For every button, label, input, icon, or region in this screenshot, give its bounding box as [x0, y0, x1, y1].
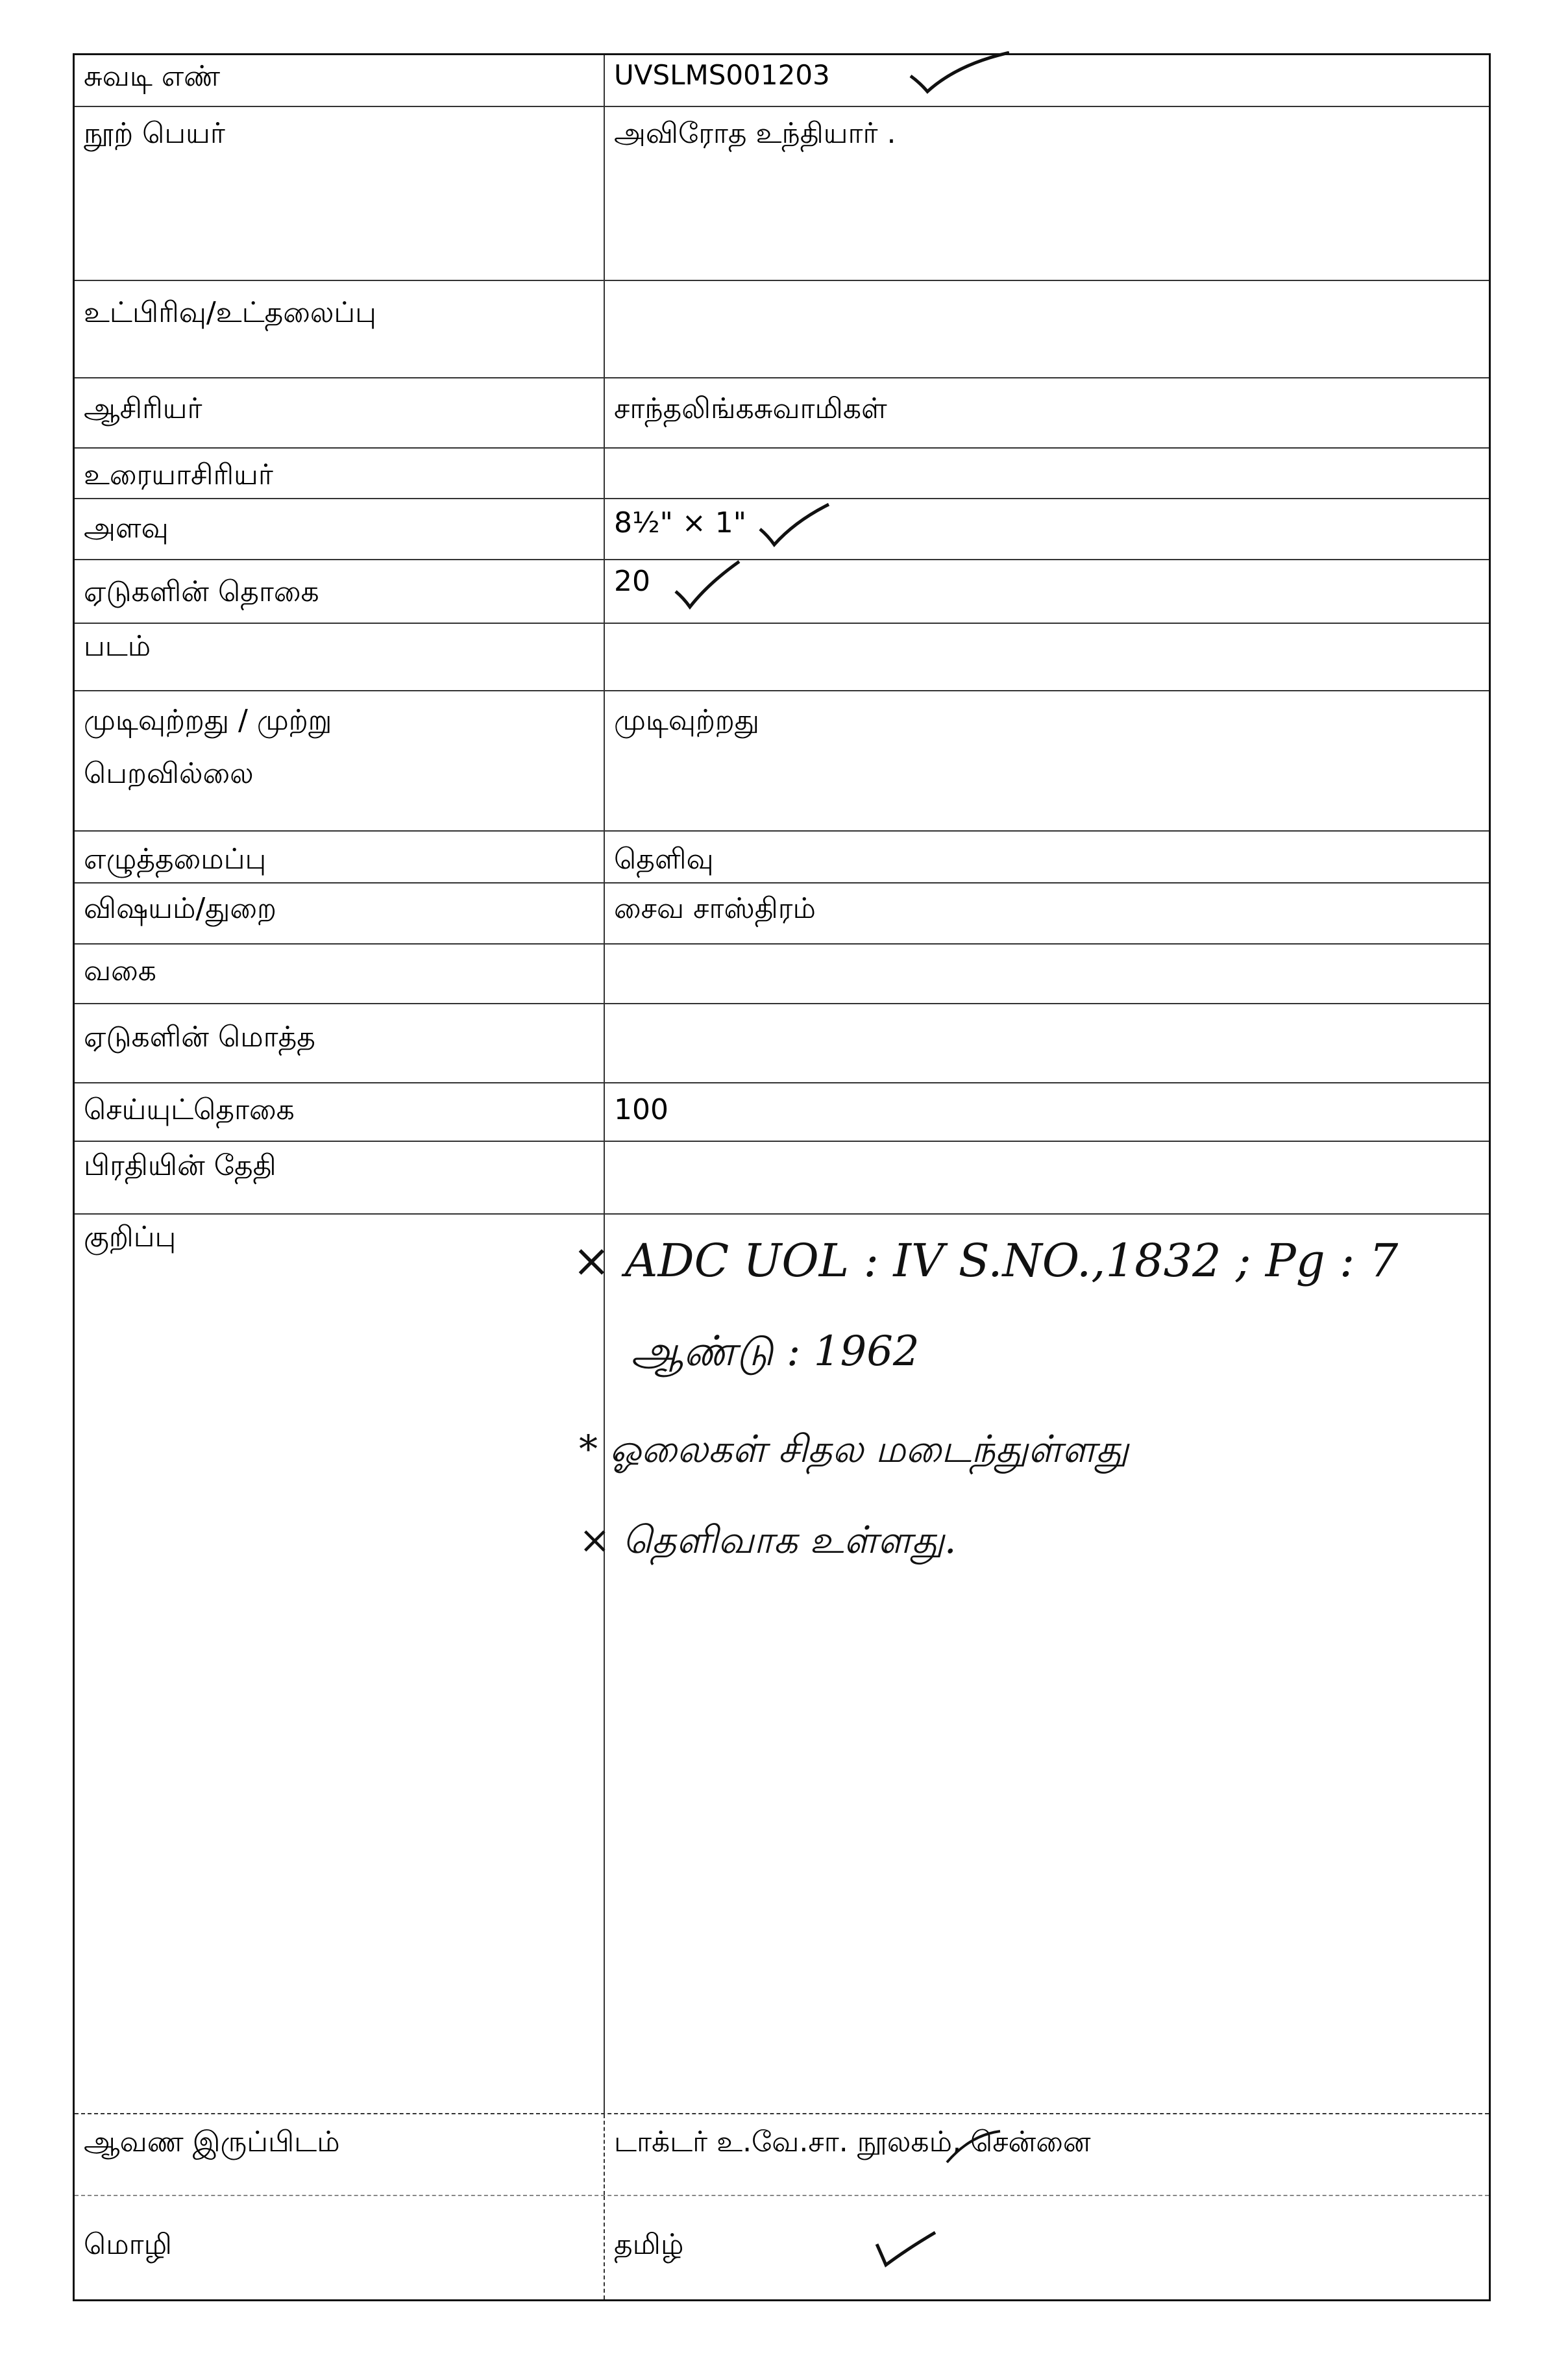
- row-completion: [75, 690, 1489, 830]
- row-leaf-count: [75, 559, 1489, 623]
- value-script: தெளிவு: [604, 832, 1489, 882]
- label-completion-line2: பெறவில்லை: [84, 757, 254, 790]
- label-completion-line1: முடிவுற்றது / முற்று: [84, 704, 332, 737]
- row-location: [75, 2113, 1489, 2195]
- row-subtitle: [75, 280, 1489, 377]
- check-mark-icon: [905, 51, 1016, 103]
- row-manuscript-number: [75, 55, 1489, 106]
- row-size: [75, 498, 1489, 559]
- value-subtitle: [604, 281, 1489, 377]
- value-location: டாக்டர் உ.வே.சா. நூலகம், சென்னை: [604, 2114, 1489, 2195]
- label-picture: படம்: [84, 630, 151, 663]
- value-total-leaves: [604, 1004, 1489, 1082]
- row-commentator: [75, 447, 1489, 498]
- label-size: அளவு: [84, 512, 169, 545]
- row-author: [75, 377, 1489, 447]
- row-copy-date: [75, 1141, 1489, 1213]
- row-script: [75, 830, 1489, 882]
- row-picture: [75, 623, 1489, 690]
- label-location: ஆவண இருப்பிடம்: [84, 2125, 340, 2158]
- row-language: [75, 2195, 1489, 2299]
- row-notes: [75, 1213, 1489, 2113]
- check-mark-icon: [672, 558, 743, 616]
- row-total-leaves: [75, 1003, 1489, 1082]
- value-author: சாந்தலிங்கசுவாமிகள்: [604, 378, 1489, 447]
- value-title: அவிரோத உந்தியார் .: [604, 107, 1489, 280]
- label-leaf-count: ஏடுகளின் தொகை: [84, 575, 319, 608]
- label-script: எழுத்தமைப்பு: [84, 843, 267, 876]
- handwritten-note-reference: × ADC UOL : IV S.NO.,1832 ; Pg : 7: [572, 1234, 1399, 1287]
- handwritten-note-condition: * ஓலைகள் சிதல மடைந்துள்ளது: [579, 1427, 1129, 1471]
- label-notes: குறிப்பு: [84, 1220, 177, 1254]
- value-commentator: [604, 449, 1489, 498]
- label-verse-count: செய்யுட்தொகை: [84, 1093, 295, 1126]
- value-leaf-count: 20: [604, 560, 1489, 623]
- handwritten-note-year: ஆண்டு : 1962: [631, 1328, 920, 1376]
- value-size: 8½" × 1": [604, 499, 1489, 559]
- value-type: [604, 945, 1489, 1003]
- value-completion: முடிவுற்றது: [604, 691, 1489, 830]
- value-subject: சைவ சாஸ்திரம்: [604, 884, 1489, 943]
- value-notes: [572, 1215, 1489, 2113]
- value-copy-date: [604, 1142, 1489, 1213]
- check-mark-icon: [873, 2227, 938, 2273]
- row-title: [75, 106, 1489, 280]
- value-picture: [604, 624, 1489, 690]
- label-type: வகை: [84, 954, 156, 987]
- label-manuscript-number: சுவடி எண்: [84, 60, 221, 93]
- row-verse-count: [75, 1082, 1489, 1141]
- label-subtitle: உட்பிரிவு/உட்தலைப்பு: [84, 296, 376, 329]
- value-manuscript-number: UVSLMS001203: [604, 55, 1489, 106]
- label-completion: [75, 691, 604, 830]
- label-commentator: உரையாசிரியர்: [84, 458, 273, 491]
- handwritten-note-clarity: × தெளிவாக உள்ளது.: [579, 1518, 957, 1562]
- label-language: மொழி: [84, 2228, 172, 2261]
- label-total-leaves: ஏடுகளின் மொத்த: [84, 1020, 315, 1054]
- value-verse-count: 100: [604, 1083, 1489, 1141]
- check-mark-icon: [756, 502, 834, 554]
- manuscript-form: [73, 53, 1491, 2301]
- strike-mark-icon: [944, 2129, 1003, 2168]
- label-copy-date: பிரதியின் தேதி: [84, 1149, 276, 1182]
- row-type: [75, 943, 1489, 1003]
- label-title: நூற் பெயர்: [84, 117, 225, 150]
- label-subject: விஷயம்/துறை: [84, 892, 276, 925]
- label-author: ஆசிரியர்: [84, 392, 202, 425]
- row-subject: [75, 882, 1489, 943]
- value-language: தமிழ்: [604, 2196, 1489, 2299]
